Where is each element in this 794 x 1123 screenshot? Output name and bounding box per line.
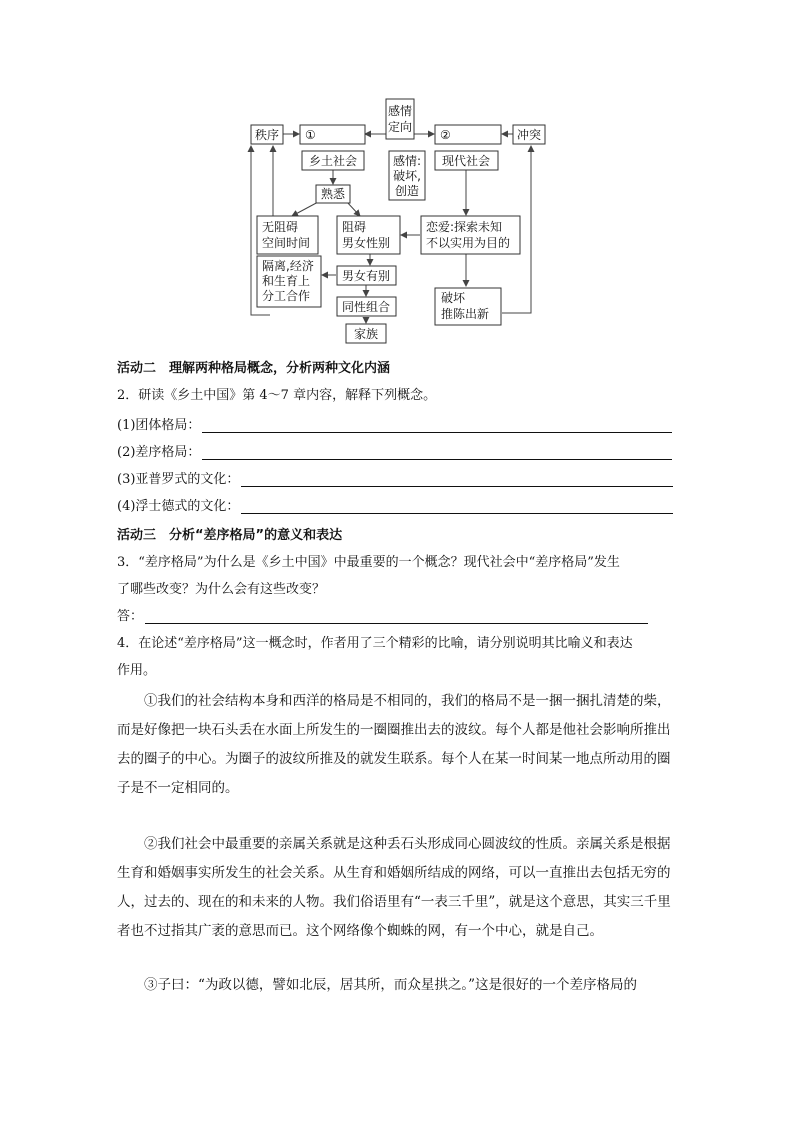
node-label-line: 阻碍	[342, 220, 367, 234]
node-blank1	[300, 125, 365, 144]
concept-diagram	[0, 0, 794, 350]
question-3-line2: 了哪些改变？为什么会有这些改变？	[117, 582, 326, 597]
node-label	[255, 127, 279, 142]
node-label-line: 创造	[394, 184, 420, 198]
activity3-heading: 活动三 分析“差序格局”的意义和表达	[117, 528, 343, 543]
answer-blank[interactable]	[202, 418, 672, 433]
passage-3: ③子曰：“为政以德，譬如北辰，居其所，而众星拱之。”这是很好的一个差序格局的	[144, 977, 638, 993]
node-label	[440, 128, 451, 142]
node-label-line: 破坏,	[393, 169, 421, 183]
node-label	[309, 153, 357, 168]
node-label-line: ①	[305, 128, 316, 142]
node-geli	[257, 256, 321, 307]
node-label-line: 分工合作	[262, 289, 311, 303]
node-label-line: 感情:	[392, 154, 422, 168]
node-zuai-nannv	[337, 216, 400, 254]
answer-label: 答：	[117, 609, 144, 624]
node-xiangtu-shehui	[302, 151, 364, 170]
node-blank2	[435, 125, 501, 144]
node-pohuai-tuichen	[435, 288, 501, 325]
node-label-line: 乡土社会	[308, 154, 358, 168]
node-ganqing-dingxiang	[386, 99, 414, 139]
node-label-line: 隔离,经济	[262, 259, 314, 273]
fill-row-3	[117, 468, 673, 487]
question-4-line2: 作用。	[117, 663, 157, 678]
answer-row	[117, 605, 648, 624]
fill-label: (1)团体格局：	[117, 418, 201, 433]
node-label	[262, 258, 314, 303]
node-label-line: 破坏	[441, 291, 466, 305]
node-label-line: 无阻碍	[262, 220, 299, 234]
node-wu-zuai	[257, 216, 318, 254]
answer-blank[interactable]	[241, 499, 673, 514]
question-4-line1: 4．在论述“差序格局”这一概念时，作者用了三个精彩的比喻，请分别说明其比喻义和表达	[117, 636, 633, 651]
node-label-line: 同性组合	[341, 300, 391, 314]
node-label-line: 和生育上	[262, 274, 311, 288]
node-shuxi	[316, 185, 350, 203]
fill-row-4	[117, 495, 673, 514]
node-label-line: ②	[440, 128, 451, 142]
node-label	[342, 299, 390, 314]
node-label	[517, 127, 541, 142]
node-label-line: 秩序	[254, 128, 280, 142]
node-label-line: 定向	[387, 120, 413, 134]
node-label	[393, 153, 421, 198]
question-3-line1: 3．“差序格局”为什么是《乡土中国》中最重要的一个概念？现代社会中“差序格局”发生	[117, 555, 620, 570]
fill-label: (3)亚普罗式的文化：	[117, 472, 240, 487]
node-label	[354, 326, 378, 341]
fill-row-2	[117, 441, 672, 460]
node-label-line: 男女性别	[342, 236, 391, 250]
fill-row-1	[117, 414, 672, 433]
answer-blank[interactable]	[145, 609, 648, 624]
fill-label: (4)浮士德式的文化：	[117, 499, 240, 514]
node-label-line: 空间时间	[262, 236, 311, 250]
node-label-line: 男女有别	[341, 269, 391, 283]
node-label-line: 感情	[387, 104, 413, 118]
node-label-line: 现代社会	[441, 154, 491, 168]
fill-label: (2)差序格局：	[117, 445, 201, 460]
answer-blank[interactable]	[241, 472, 673, 487]
node-label-line: 冲突	[516, 128, 542, 142]
passage-1: ①我们的社会结构本身和西洋的格局是不相同的，我们的格局不是一捆一捆扎清楚的柴，而是好像把一块石头丢在水面上所发生的一圈圈推出去的波纹。每个人都是他社会影响所推出去的圈子的中心。为圈子的波纹所推及的就发生联系。每个人在某一时间某一地点所动用的圈子是不一定相同的。	[117, 693, 671, 796]
node-chongtu	[513, 125, 545, 144]
node-tongxing-zuhe	[337, 297, 396, 316]
node-xiandai-shehui	[435, 151, 498, 170]
answer-blank[interactable]	[202, 445, 672, 460]
question-2: 2．研读《乡土中国》第 4～7 章内容，解释下列概念。	[117, 388, 437, 403]
node-label	[342, 268, 390, 283]
node-ganqing-pohuai	[389, 151, 425, 200]
node-label-line: 恋爱:探索未知	[426, 220, 503, 234]
node-lianai	[421, 216, 520, 254]
node-nannv-youbie	[337, 266, 396, 285]
passage-2: ②我们社会中最重要的亲属关系就是这种丢石头形成同心圆波纹的性质。亲属关系是根据生育和婚姻事实所发生的社会关系。从生育和婚姻所结成的网络，可以一直推出去包括无穷的人，过去的、现在的和未来的人物。我们俗语里有“一表三千里”，就是这个意思，其实三千里者也不过指其广袤的意思而已。这个网络像个蜘蛛的网，有一个中心，就是自己。	[117, 836, 671, 939]
node-zhixu	[251, 125, 283, 144]
node-label	[305, 128, 316, 142]
node-label	[321, 186, 346, 201]
node-label	[442, 153, 490, 168]
node-label-line: 推陈出新	[441, 307, 490, 321]
node-jiazu	[346, 324, 386, 343]
node-label-line: 家族	[353, 327, 379, 341]
node-label-line: 熟悉	[320, 187, 346, 201]
node-label-line: 不以实用为目的	[426, 236, 511, 250]
activity2-heading: 活动二 理解两种格局概念，分析两种文化内涵	[117, 361, 391, 376]
